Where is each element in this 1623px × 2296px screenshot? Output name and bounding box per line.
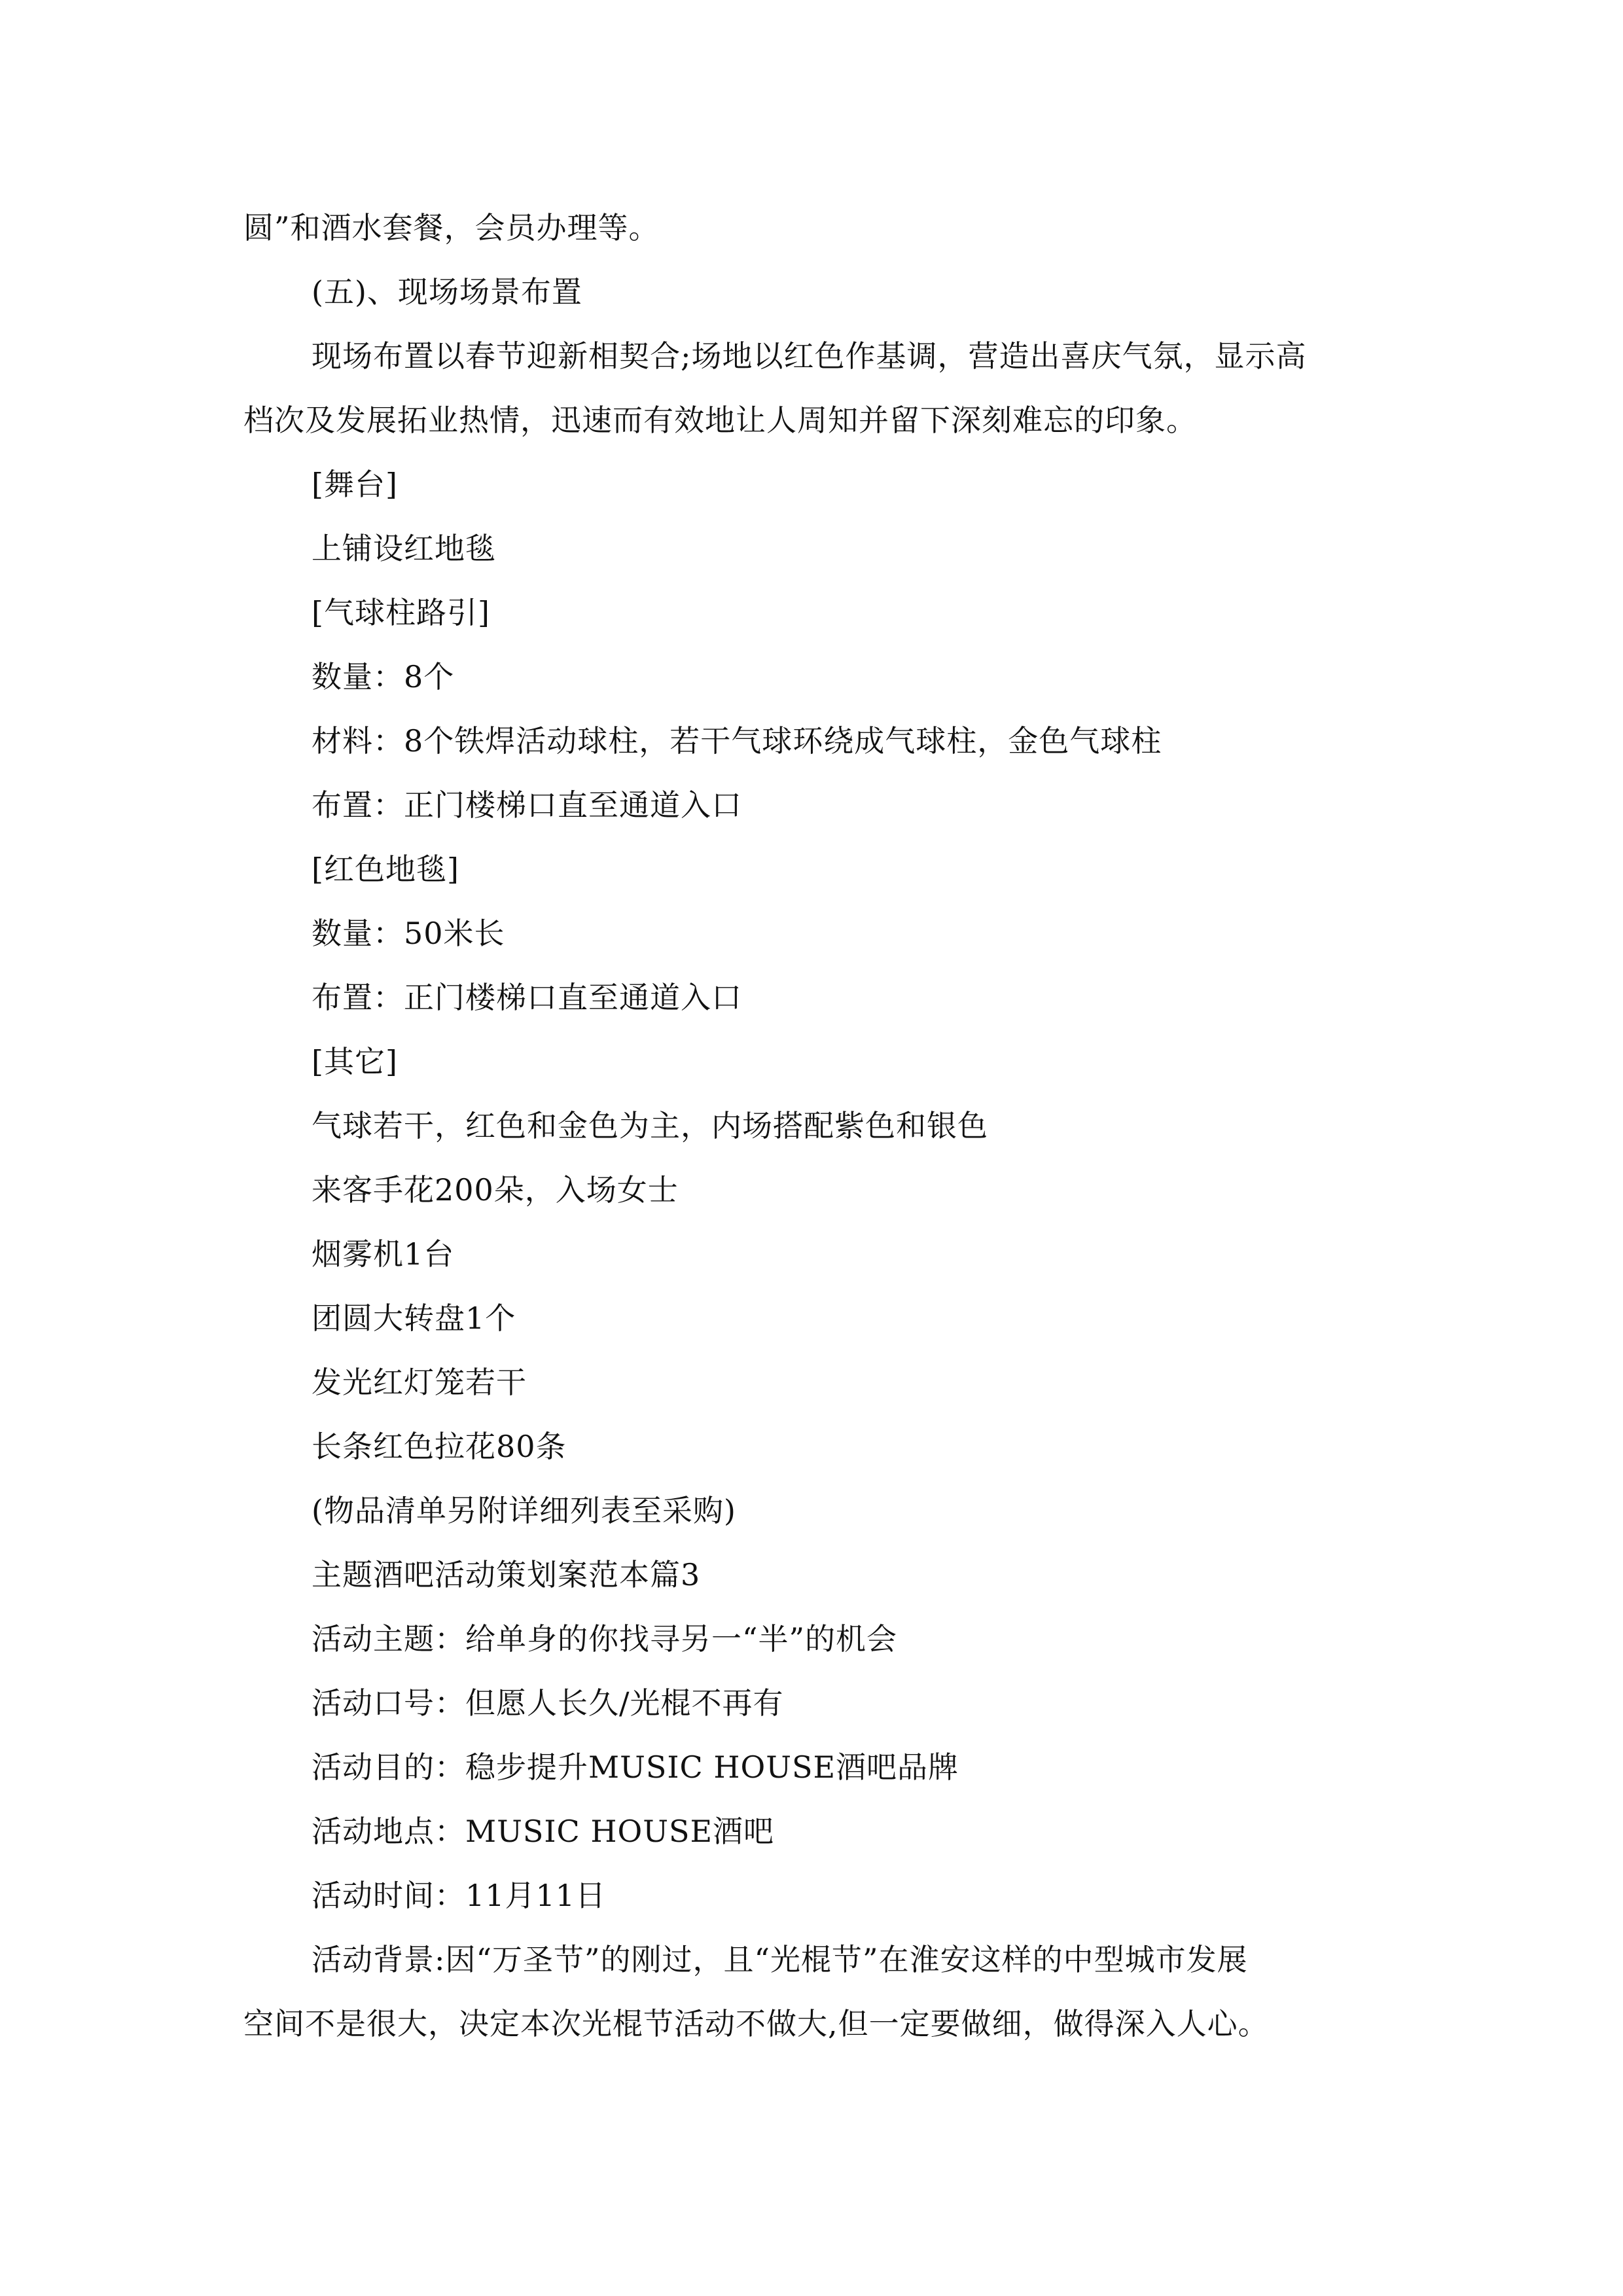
text-line: 活动时间：11月11日 bbox=[312, 1878, 607, 1913]
text-line: 烟雾机1台 bbox=[312, 1236, 455, 1272]
text-line: 活动主题：给单身的你找寻另一“半”的机会 bbox=[312, 1621, 898, 1657]
item-heading: [气球柱路引] bbox=[312, 595, 490, 630]
text-line: 档次及发展拓业热情，迅速而有效地让人周知并留下深刻难忘的印象。 bbox=[243, 403, 1197, 438]
text-line: 数量：8个 bbox=[312, 659, 455, 694]
text-line: 长条红色拉花80条 bbox=[312, 1429, 567, 1464]
text-line: 现场布置以春节迎新相契合;场地以红色作基调，营造出喜庆气氛，显示高 bbox=[312, 338, 1307, 374]
text-line: 布置：正门楼梯口直至通道入口 bbox=[312, 980, 742, 1015]
text-line: 空间不是很大，决定本次光棍节活动不做大,但一定要做细，做得深入人心。 bbox=[243, 2006, 1269, 2041]
text-line: 来客手花200朵，入场女士 bbox=[312, 1172, 679, 1208]
text-line: 活动地点：MUSIC HOUSE酒吧 bbox=[312, 1814, 775, 1849]
text-line: 活动背景:因“万圣节”的刚过，且“光棍节”在淮安这样的中型城市发展 bbox=[312, 1942, 1248, 1977]
text-line: 材料：8个铁焊活动球柱，若干气球环绕成气球柱，金色气球柱 bbox=[312, 723, 1162, 759]
text-line: 上铺设红地毯 bbox=[312, 531, 496, 566]
item-heading: [舞台] bbox=[312, 467, 398, 502]
text-line: 圆”和酒水套餐，会员办理等。 bbox=[243, 210, 660, 245]
text-line: 活动口号：但愿人长久/光棍不再有 bbox=[312, 1685, 784, 1721]
text-line: (物品清单另附详细列表至采购) bbox=[312, 1493, 736, 1528]
item-heading: [红色地毯] bbox=[312, 852, 459, 887]
text-line: 发光红灯笼若干 bbox=[312, 1365, 527, 1400]
text-line: 数量：50米长 bbox=[312, 916, 505, 951]
item-heading: [其它] bbox=[312, 1044, 398, 1079]
text-line: 团圆大转盘1个 bbox=[312, 1300, 516, 1336]
section-heading: 主题酒吧活动策划案范本篇3 bbox=[312, 1557, 701, 1592]
text-line: 气球若干，红色和金色为主，内场搭配紫色和银色 bbox=[312, 1108, 988, 1143]
section-heading: (五)、现场场景布置 bbox=[312, 274, 582, 310]
text-line: 活动目的：稳步提升MUSIC HOUSE酒吧品牌 bbox=[312, 1749, 959, 1785]
text-line: 布置：正门楼梯口直至通道入口 bbox=[312, 787, 742, 823]
